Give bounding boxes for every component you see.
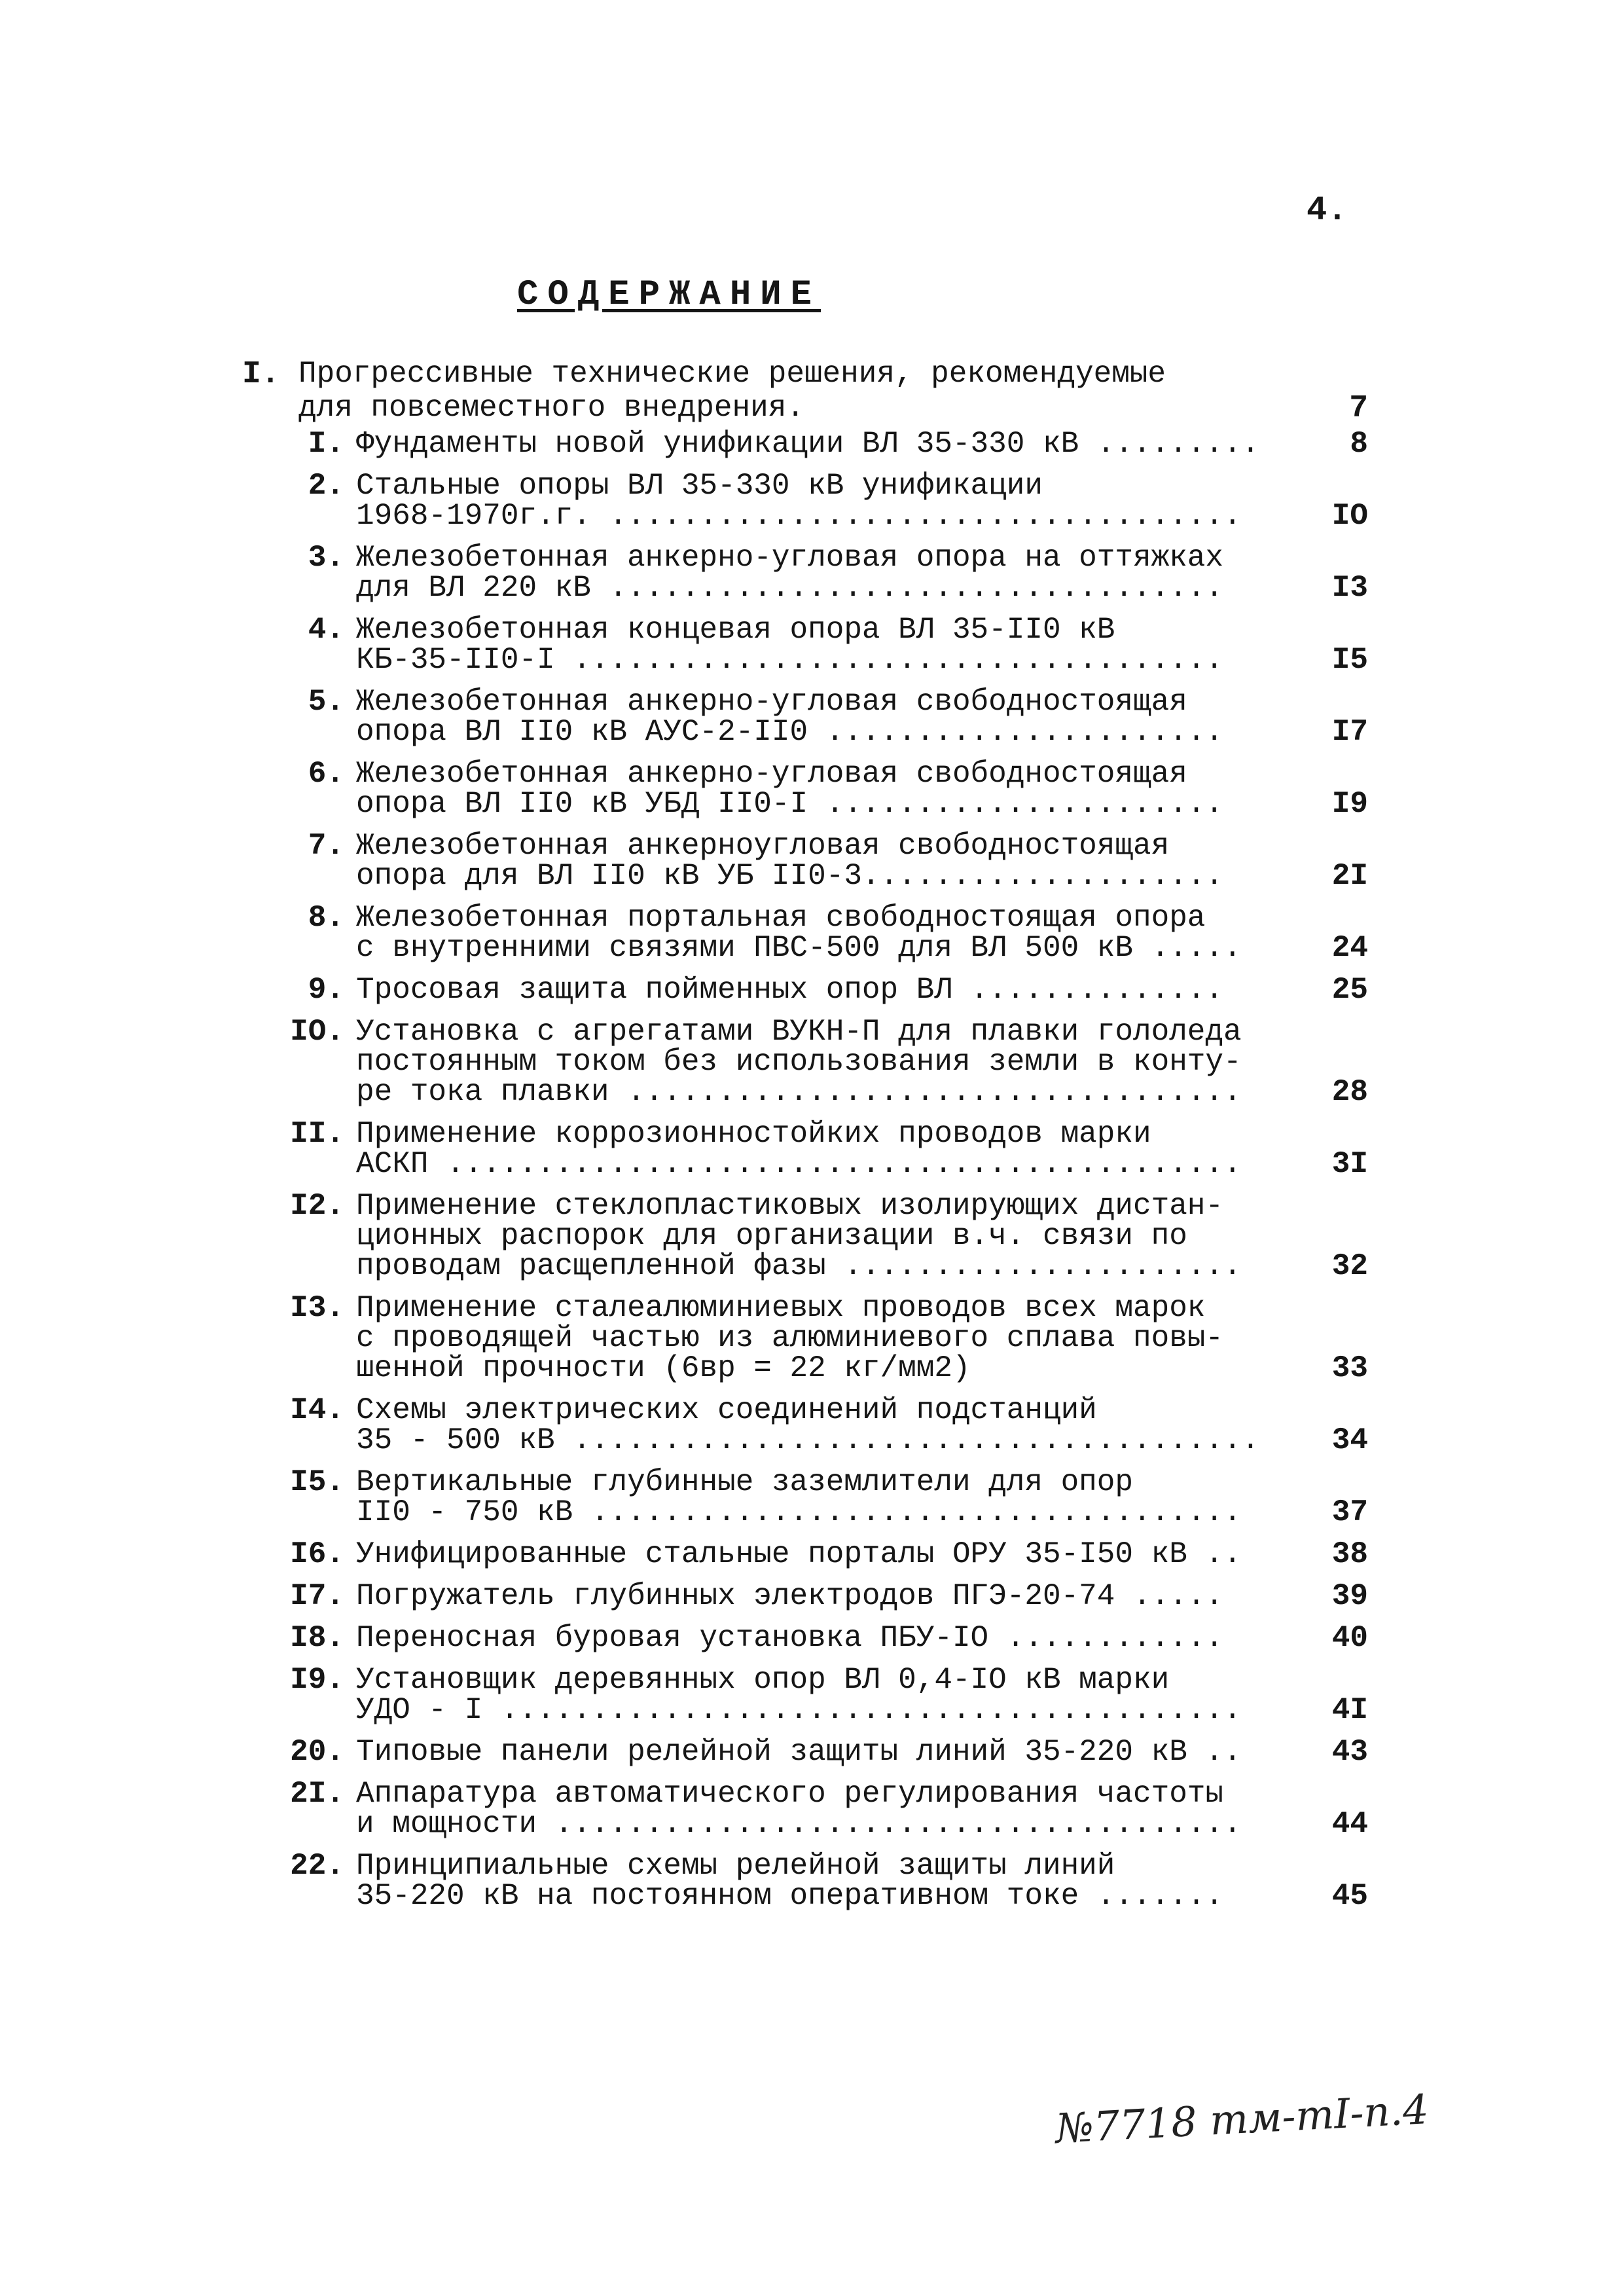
toc-entry-title: Железобетонная анкерно-угловая свободностоящая опора ВЛ II0 кВ АУС-2-II0 ...................... [356,685,1224,749]
toc-entry [242,1191,1368,1281]
toc-entry [242,471,1368,531]
section-title-line1: Прогрессивные технические решения, рекомендуемые [298,357,1166,391]
toc-entry-title: Тросовая защита пойменных опор ВЛ .............. [356,973,1224,1007]
toc-entry-title: Установщик деревянных опор ВЛ 0,4-IO кВ марки УДО - I ......................................... [356,1663,1242,1727]
toc-entry-number: I9. [290,1663,344,1697]
section-page-number: 7 [1349,391,1368,426]
toc-entry [242,1293,1368,1383]
toc-entry-number: 7. [308,829,344,863]
toc-entry [242,687,1368,747]
toc-entry [242,975,1368,1005]
toc-entry-title: Переносная буровая установка ПБУ-IO ............ [356,1621,1224,1655]
toc-entry-page: I9 [1331,787,1368,821]
toc-section-heading [242,357,1368,426]
toc-entry-title: Применение коррозионностойких проводов марки АСКП ............................................ [356,1117,1242,1181]
toc-entry-number: 8. [308,901,344,935]
toc-entry-title: Установка с агрегатами ВУКН-П для плавки гололеда постоянным током без использования земли в конту- ре тока плавки .................................. [356,1015,1242,1109]
toc-entry-title: Типовые панели релейной защиты линий 35-220 кВ .. [356,1735,1242,1769]
toc-entry-page: 32 [1331,1249,1368,1283]
toc-entry [242,615,1368,675]
toc-entry-title: Аппаратура автоматического регулирования частоты и мощности ...................................... [356,1777,1242,1841]
toc-entry-page: 25 [1331,973,1368,1007]
toc-entry-number: 4. [308,613,344,647]
toc-entry-title: Унифицированные стальные порталы ОРУ 35-I50 кВ .. [356,1537,1242,1571]
toc-entry [242,1851,1368,1911]
toc-entry [242,1737,1368,1767]
toc-entry [242,1581,1368,1611]
toc-entry-number: I3. [290,1291,344,1325]
toc-entry-number: I. [308,427,344,461]
toc-entry-title: Схемы электрических соединений подстанций 35 - 500 кВ ...................................... [356,1393,1260,1457]
toc-entry-number: I2. [290,1189,344,1223]
toc-entry [242,429,1368,459]
toc-entry-number: I6. [290,1537,344,1571]
toc-entry-page: 3I [1331,1147,1368,1181]
toc-entry-number: I5. [290,1465,344,1499]
toc-entry-title: Железобетонная анкерно-угловая опора на оттяжках для ВЛ 220 кВ .................................. [356,541,1224,605]
toc-entry-page: I3 [1331,571,1368,605]
toc-entry-title: Погружатель глубинных электродов ПГЭ-20-74 ..... [356,1579,1224,1613]
document-stamp: №7718 тм-тI-п.4 [1054,2085,1430,2153]
section-number: I. [242,357,280,392]
toc-entry-page: 8 [1350,427,1368,461]
toc-entry-page: 33 [1331,1351,1368,1385]
page-number: 4. [1307,191,1348,230]
toc-entry [242,1017,1368,1107]
toc-entry-page: 24 [1331,931,1368,965]
toc-entry [242,1395,1368,1455]
toc-entry-page: 2I [1331,859,1368,893]
toc-entry-page: 34 [1331,1423,1368,1457]
toc-entry-title: Принципиальные схемы релейной защиты линий 35-220 кВ на постоянном оперативном токе ....... [356,1849,1224,1913]
toc-entry [242,759,1368,819]
toc-entry [242,1467,1368,1527]
toc-entry-number: 2I. [290,1777,344,1811]
toc-entry-page: 37 [1331,1495,1368,1529]
toc-entry-number: 9. [308,973,344,1007]
toc-entry-page: 40 [1331,1621,1368,1655]
toc-entry-title: Применение сталеалюминиевых проводов всех марок с проводящей частью из алюминиевого сплава повы- шенной прочности (6вр = 22 кг/мм2) [356,1291,1224,1385]
toc-entry-page: I7 [1331,715,1368,749]
toc-entry-page: 4I [1331,1693,1368,1727]
toc-entry-number: I8. [290,1621,344,1655]
toc-entry-page: IO [1331,499,1368,533]
toc-entry-title: Применение стеклопластиковых изолирующих дистан- ционных распорок для организации в.ч. связи по проводам расщепленной фазы ...................... [356,1189,1242,1283]
toc-entry [242,903,1368,963]
toc-entry-number: 5. [308,685,344,719]
table-of-contents [242,429,1368,1923]
toc-entry [242,543,1368,603]
toc-entry-title: Фундаменты новой унификации ВЛ 35-330 кВ ......... [356,427,1260,461]
toc-entry-number: 20. [290,1735,344,1769]
toc-entry-number: IO. [290,1015,344,1049]
toc-entry-page: 45 [1331,1879,1368,1913]
toc-entry-number: I4. [290,1393,344,1427]
toc-entry-number: 2. [308,469,344,503]
toc-entry [242,1119,1368,1179]
section-title-line2: для повсеместного внедрения. [298,391,804,425]
toc-entry [242,1539,1368,1569]
page-title: СОДЕРЖАНИЕ [517,275,821,315]
toc-entry-page: I5 [1331,643,1368,677]
toc-entry-title: Вертикальные глубинные заземлители для опор II0 - 750 кВ .................................... [356,1465,1242,1529]
toc-entry-number: II. [290,1117,344,1151]
toc-entry [242,1779,1368,1839]
toc-entry-title: Железобетонная анкерноугловая свободностоящая опора для ВЛ II0 кВ УБ II0-3.................... [356,829,1224,893]
toc-entry-number: I7. [290,1579,344,1613]
toc-entry-number: 22. [290,1849,344,1883]
toc-entry-page: 43 [1331,1735,1368,1769]
toc-entry [242,1623,1368,1653]
toc-entry-title: Железобетонная портальная свободностоящая опора с внутренними связями ПВС-500 для ВЛ 500 кВ ..... [356,901,1242,965]
toc-entry-title: Железобетонная анкерно-угловая свободностоящая опора ВЛ II0 кВ УБД II0-I ...................... [356,757,1224,821]
toc-entry-page: 44 [1331,1807,1368,1841]
toc-entry [242,831,1368,891]
toc-entry-title: Стальные опоры ВЛ 35-330 кВ унификации 1968-1970г.г. ................................... [356,469,1242,533]
toc-entry-page: 39 [1331,1579,1368,1613]
toc-entry-page: 38 [1331,1537,1368,1571]
toc-entry [242,1665,1368,1725]
toc-entry-page: 28 [1331,1075,1368,1109]
toc-entry-number: 3. [308,541,344,575]
toc-entry-number: 6. [308,757,344,791]
toc-entry-title: Железобетонная концевая опора ВЛ 35-II0 кВ КБ-35-II0-I .................................... [356,613,1224,677]
